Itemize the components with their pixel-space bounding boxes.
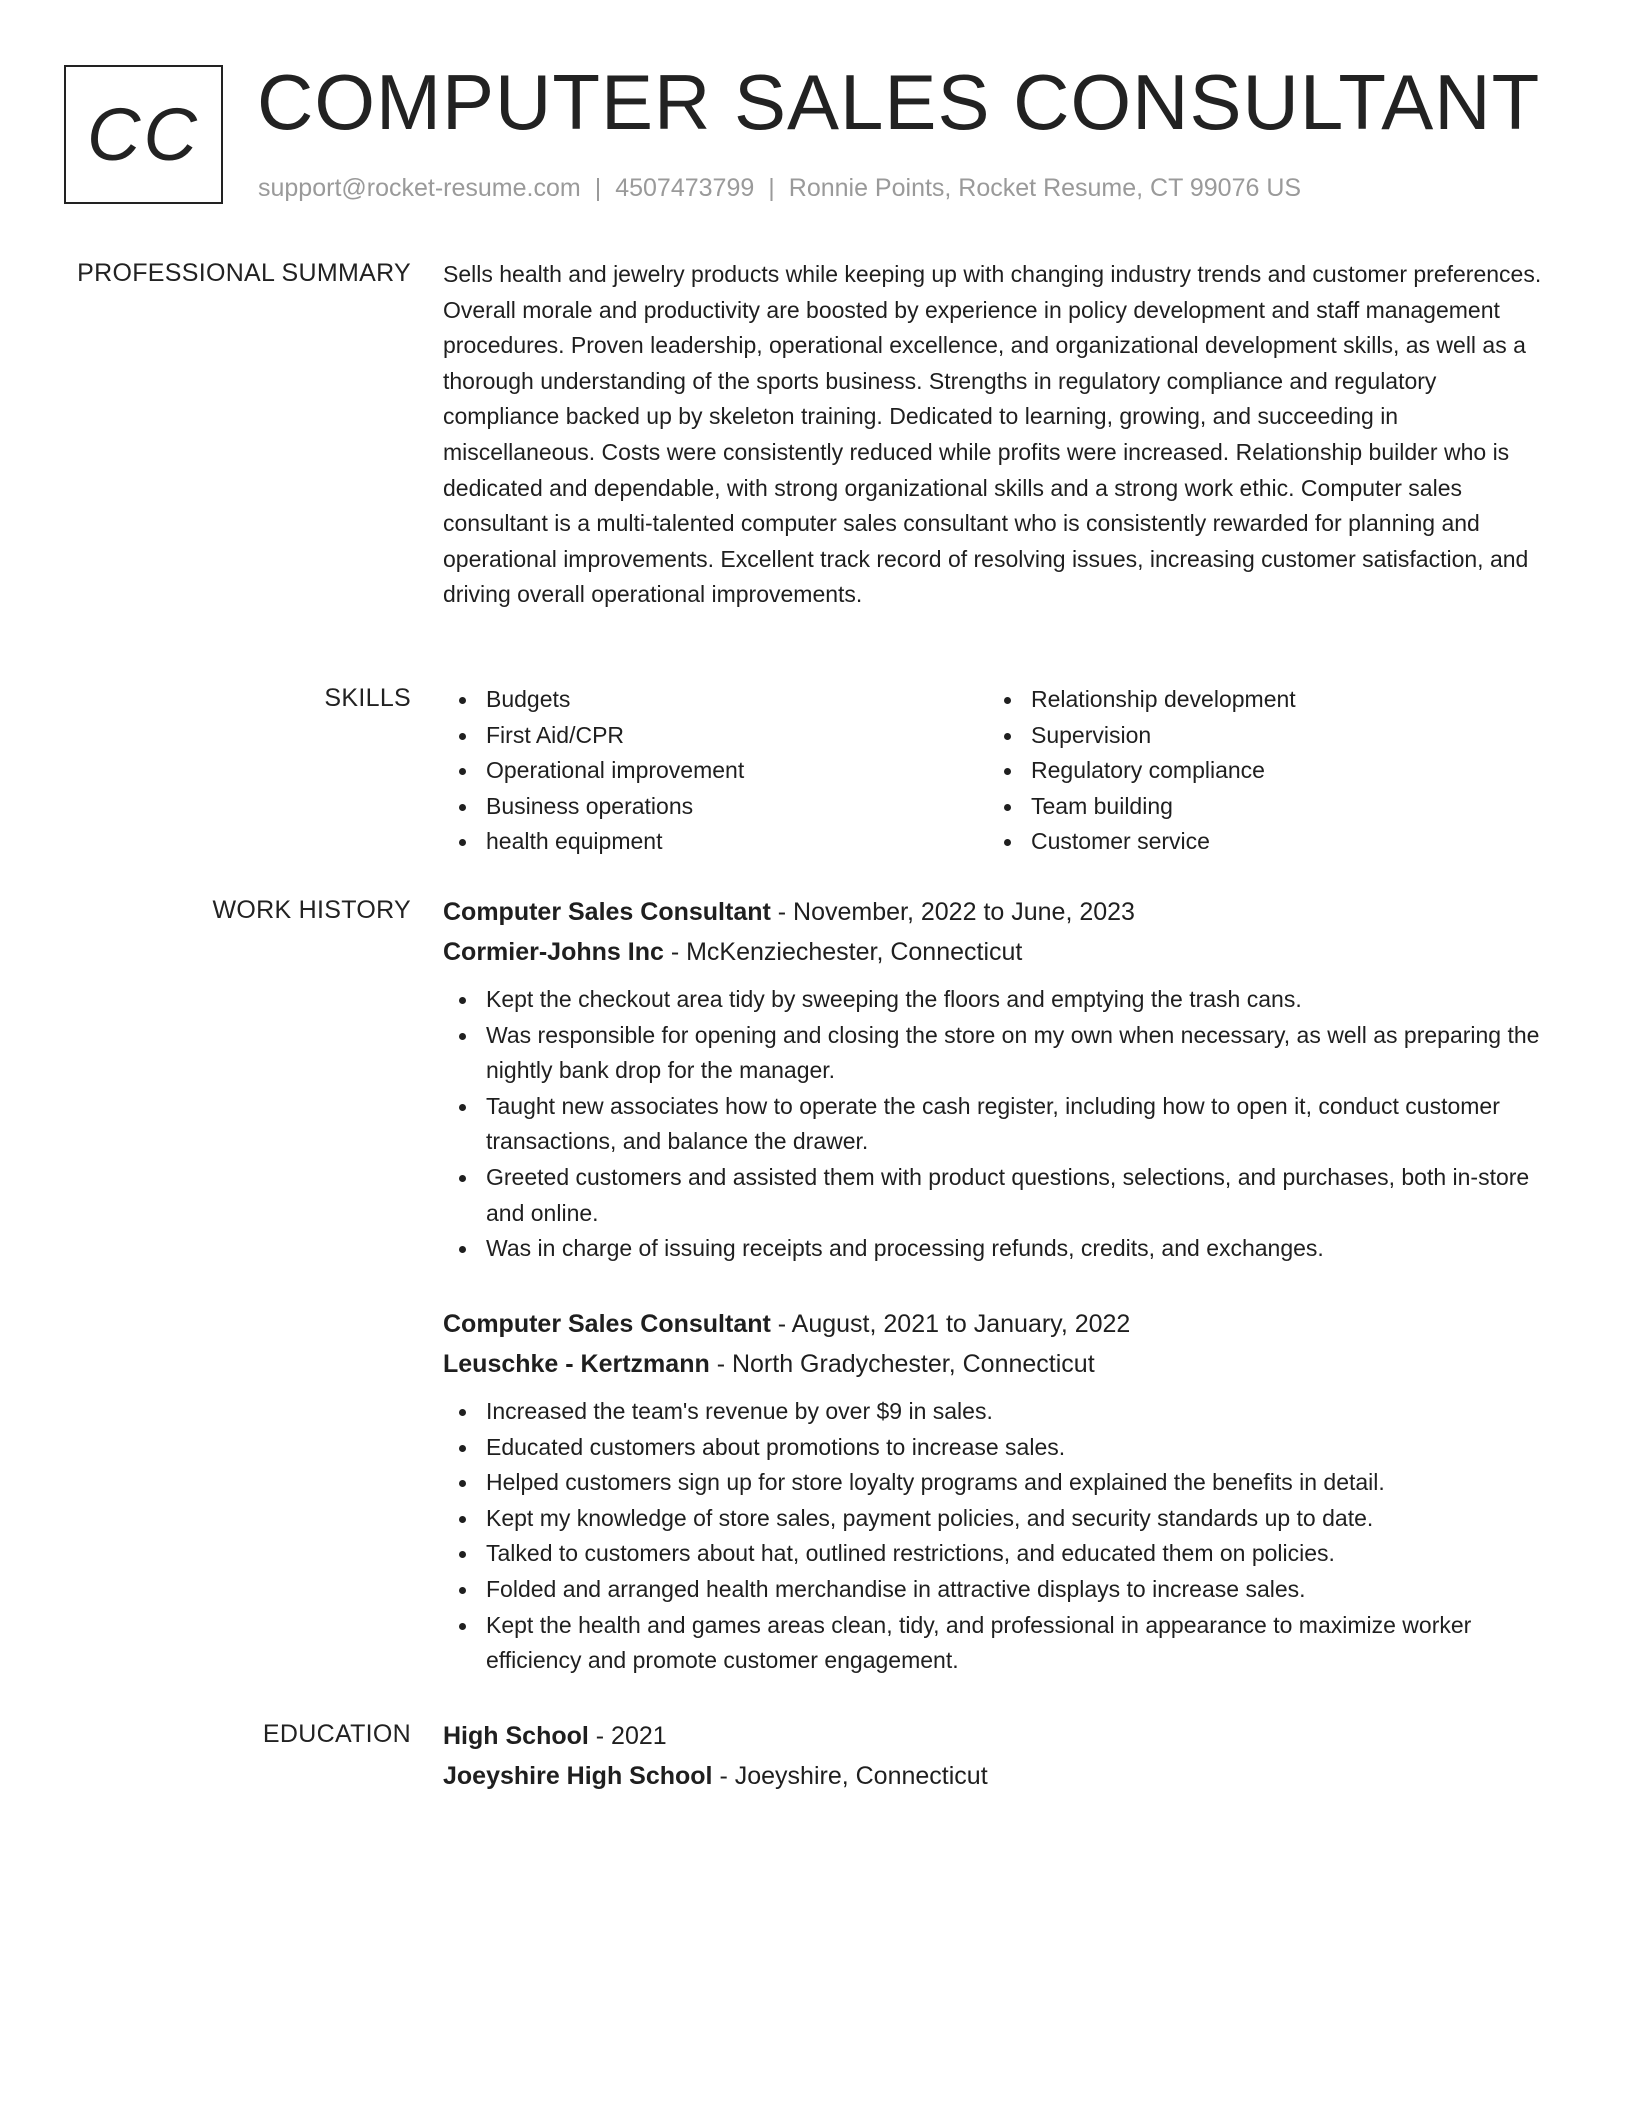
job-bullet: Was in charge of issuing receipts and processing refunds, credits, and exchanges.	[443, 1231, 1553, 1267]
job-dates: - August, 2021 to January, 2022	[770, 1310, 1131, 1338]
contact-line	[258, 172, 1301, 204]
skill-item: Supervision	[988, 718, 1533, 754]
job-title-line	[443, 892, 1553, 932]
skill-item: Team building	[988, 789, 1533, 825]
skill-item: Relationship development	[988, 682, 1533, 718]
job-bullet: Educated customers about promotions to increase sales.	[443, 1430, 1553, 1466]
job-bullets	[443, 1394, 1553, 1679]
job-bullet: Increased the team's revenue by over $9 in sales.	[443, 1394, 1553, 1430]
education-degree: High School	[443, 1722, 589, 1750]
job-company-line	[443, 1344, 1553, 1384]
skills-column-right	[988, 682, 1533, 860]
resume-title: COMPUTER SALES CONSULTANT	[257, 58, 1541, 146]
skills-column-left	[443, 682, 988, 860]
skill-item: Operational improvement	[443, 753, 988, 789]
job-title: Computer Sales Consultant	[443, 898, 771, 926]
monogram-initials: CC	[87, 92, 200, 176]
contact-email[interactable]: support@rocket-resume.com	[258, 174, 581, 202]
job-bullet: Kept the checkout area tidy by sweeping the floors and emptying the trash cans.	[443, 982, 1553, 1018]
job-company: Leuschke - Kertzmann	[443, 1350, 710, 1378]
job-location: - North Gradychester, Connecticut	[709, 1350, 1095, 1378]
skill-item: health equipment	[443, 824, 988, 860]
job-company: Cormier-Johns Inc	[443, 938, 664, 966]
skill-item: First Aid/CPR	[443, 718, 988, 754]
contact-separator: |	[768, 174, 775, 202]
skills-grid	[443, 682, 1553, 860]
contact-separator: |	[594, 174, 602, 202]
monogram-box	[64, 65, 223, 204]
skill-item: Regulatory compliance	[988, 753, 1533, 789]
job-title-line	[443, 1304, 1553, 1344]
section-label-work-history: WORK HISTORY	[212, 896, 411, 924]
education-year: - 2021	[588, 1722, 667, 1750]
education-location: - Joeyshire, Connecticut	[712, 1762, 988, 1790]
skill-item: Customer service	[988, 824, 1533, 860]
skills-section	[443, 682, 1553, 860]
job-company-line	[443, 932, 1553, 972]
education-school: Joeyshire High School	[443, 1762, 713, 1790]
skill-item: Budgets	[443, 682, 988, 718]
job-bullet: Folded and arranged health merchandise in attractive displays to increase sales.	[443, 1572, 1553, 1608]
job-bullet: Helped customers sign up for store loyalty programs and explained the benefits in detail.	[443, 1465, 1553, 1501]
summary-section	[443, 257, 1553, 613]
job-title: Computer Sales Consultant	[443, 1310, 771, 1338]
contact-phone[interactable]: 4507473799	[615, 174, 755, 202]
skill-item: Business operations	[443, 789, 988, 825]
job-bullet: Kept my knowledge of store sales, payment policies, and security standards up to date.	[443, 1501, 1553, 1537]
section-label-skills: SKILLS	[324, 684, 411, 712]
job-bullet: Kept the health and games areas clean, tidy, and professional in appearance to maximize worker efficiency and promote customer engagement.	[443, 1608, 1553, 1679]
section-label-summary: PROFESSIONAL SUMMARY	[77, 259, 411, 287]
job-bullet: Taught new associates how to operate the cash register, including how to open it, conduct customer transactions, and balance the drawer.	[443, 1089, 1553, 1160]
education-entry	[443, 1716, 1553, 1796]
education-degree-line	[443, 1716, 1553, 1756]
job-bullet: Talked to customers about hat, outlined restrictions, and educated them on policies.	[443, 1536, 1553, 1572]
contact-address: Ronnie Points, Rocket Resume, CT 99076 US	[788, 174, 1302, 202]
job-bullet: Was responsible for opening and closing the store on my own when necessary, as well as preparing the nightly bank drop for the manager.	[443, 1018, 1553, 1089]
summary-text: Sells health and jewelry products while keeping up with changing industry trends and customer preferences. Overall morale and productivity are boosted by experience in policy development and staff management procedures. Proven leadership, operational excellence, and organizational development skills, as well as a thorough understanding of the sports business. Strengths in regulatory compliance and regulatory compliance backed up by skeleton training. Dedicated to learning, growing, and succeeding in miscellaneous. Costs were consistently reduced while profits were increased. Relationship builder who is dedicated and dependable, with strong organizational skills and a strong work ethic. Computer sales consultant is a multi-talented computer sales consultant who is consistently rewarded for planning and operational improvements. Excellent track record of resolving issues, increasing customer satisfaction, and driving overall operational improvements.	[443, 261, 1542, 608]
job-dates: - November, 2022 to June, 2023	[770, 898, 1135, 926]
job-location: - McKenziechester, Connecticut	[663, 938, 1023, 966]
section-label-education: EDUCATION	[262, 1720, 411, 1748]
job-bullet: Greeted customers and assisted them with product questions, selections, and purchases, both in-store and online.	[443, 1160, 1553, 1231]
education-school-line	[443, 1756, 1553, 1796]
job-bullets	[443, 982, 1553, 1267]
job-entry	[443, 1304, 1553, 1679]
job-entry	[443, 892, 1553, 1267]
